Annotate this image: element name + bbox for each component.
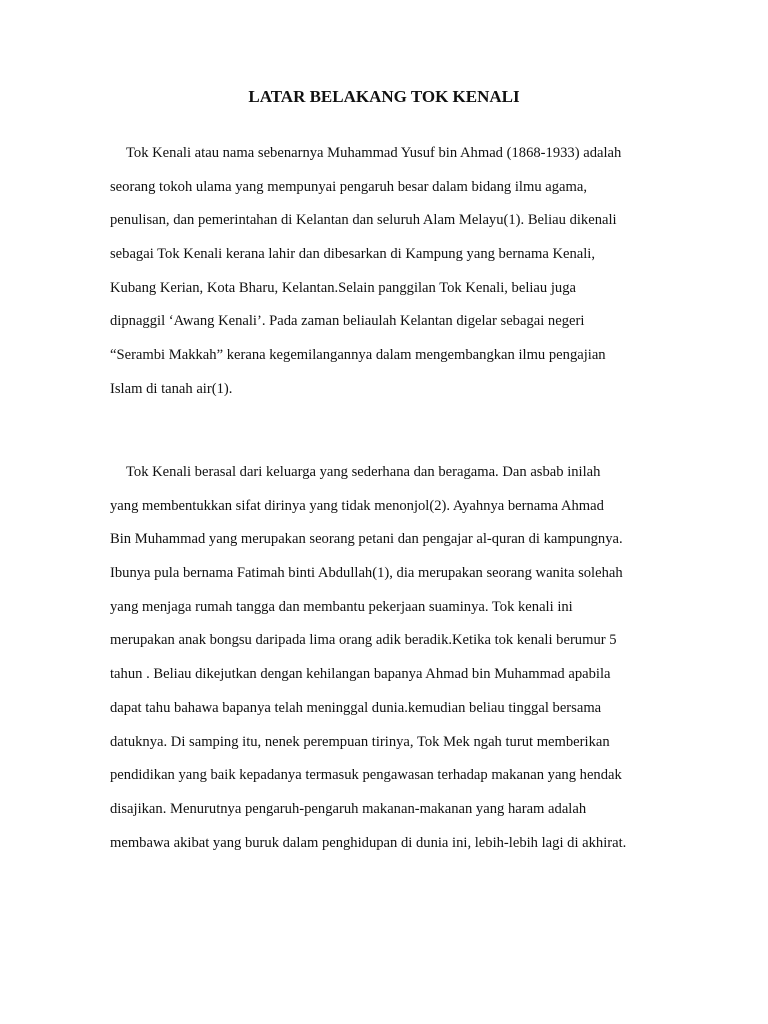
paragraph-line: datuknya. Di samping itu, nenek perempuan tirinya, Tok Mek ngah turut memberikan [110, 733, 610, 750]
paragraph-1 [110, 142, 670, 412]
paragraph-line: seorang tokoh ulama yang mempunyai pengaruh besar dalam bidang ilmu agama, [110, 178, 587, 195]
paragraph-line: tahun . Beliau dikejutkan dengan kehilangan bapanya Ahmad bin Muhammad apabila [110, 666, 611, 683]
paragraph-line: merupakan anak bongsu daripada lima orang adik beradik.Ketika tok kenali berumur 5 [110, 632, 617, 649]
paragraph-line: sebagai Tok Kenali kerana lahir dan dibesarkan di Kampung yang bernama Kenali, [110, 246, 595, 263]
paragraph-line: “Serambi Makkah” kerana kegemilangannya dalam mengembangkan ilmu pengajian [110, 347, 606, 364]
paragraph-line: Tok Kenali berasal dari keluarga yang sederhana dan beragama. Dan asbab inilah [126, 464, 601, 480]
paragraph-line: yang membentukkan sifat dirinya yang tidak menonjol(2). Ayahnya bernama Ahmad [110, 497, 604, 514]
paragraph-line: yang menjaga rumah tangga dan membantu pekerjaan suaminya. Tok kenali ini [110, 598, 573, 615]
paragraph-line: dipnaggil ‘Awang Kenali’. Pada zaman beliaulah Kelantan digelar sebagai negeri [110, 313, 585, 330]
paragraph-2 [110, 461, 670, 865]
paragraph-line: Kubang Kerian, Kota Bharu, Kelantan.Selain panggilan Tok Kenali, beliau juga [110, 279, 576, 296]
paragraph-line: penulisan, dan pemerintahan di Kelantan dan seluruh Alam Melayu(1). Beliau dikenali [110, 212, 617, 229]
paragraph-line: dapat tahu bahawa bapanya telah meninggal dunia.kemudian beliau tinggal bersama [110, 699, 602, 716]
page-title: LATAR BELAKANG TOK KENALI [248, 87, 520, 106]
paragraph-line: disajikan. Menurutnya pengaruh-pengaruh makanan-makanan yang haram adalah [110, 800, 587, 817]
paragraph-line: pendidikan yang baik kepadanya termasuk pengawasan terhadap makanan yang hendak [110, 767, 622, 784]
paragraph-line: Bin Muhammad yang merupakan seorang petani dan pengajar al-quran di kampungnya. [110, 531, 623, 548]
paragraph-line: Tok Kenali atau nama sebenarnya Muhammad Yusuf bin Ahmad (1868-1933) adalah [126, 145, 622, 161]
paragraph-line: Ibunya pula bernama Fatimah binti Abdullah(1), dia merupakan seorang wanita solehah [110, 565, 623, 582]
paragraph-line: Islam di tanah air(1). [110, 380, 233, 397]
paragraph-line: membawa akibat yang buruk dalam penghidupan di dunia ini, lebih-lebih lagi di akhirat. [110, 834, 627, 851]
